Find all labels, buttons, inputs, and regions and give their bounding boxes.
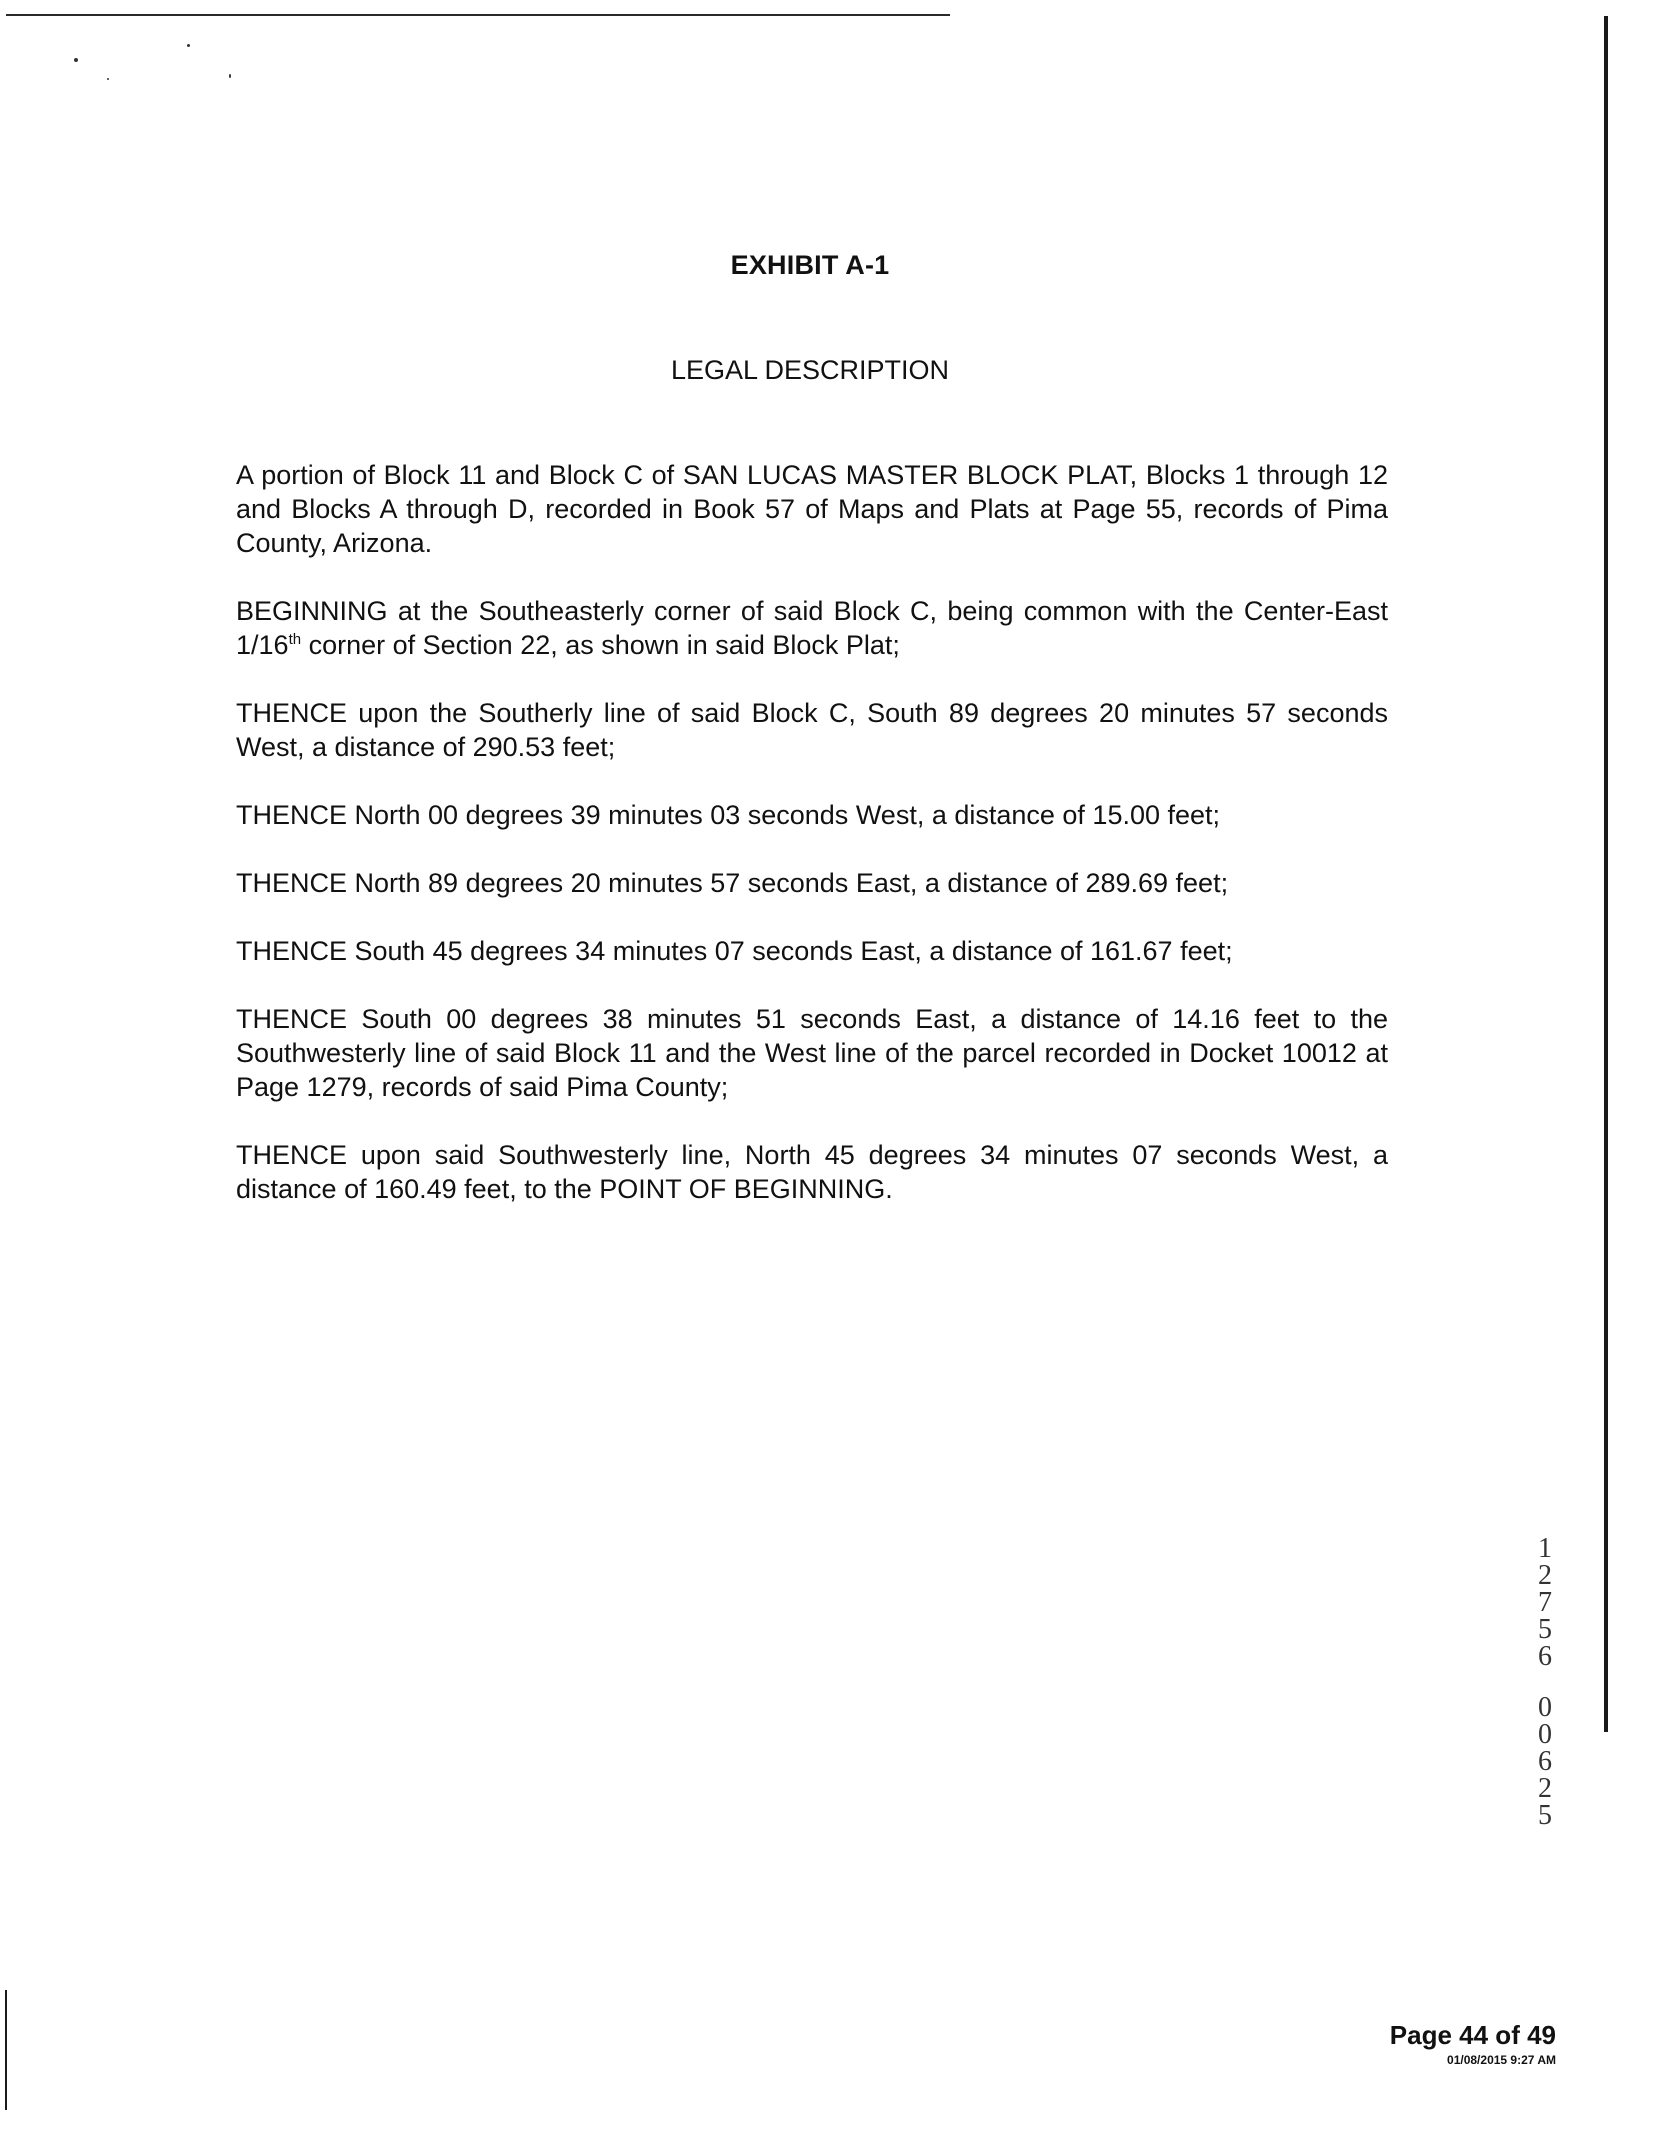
thence-paragraph-3: THENCE North 89 degrees 20 minutes 57 seconds East, a distance of 289.69 feet; bbox=[236, 868, 1229, 898]
stamp-digit: 1 bbox=[1538, 1533, 1552, 1564]
stamp-digit: 2 bbox=[1538, 1773, 1552, 1804]
thence-paragraph-6: THENCE upon said Southwesterly line, North 45 degrees 34 minutes 07 seconds West, a distance of 160.49 feet, to the POINT OF BEGINNING. bbox=[236, 1140, 1388, 1204]
thence-paragraph-5: THENCE South 00 degrees 38 minutes 51 seconds East, a distance of 14.16 feet to the Southwesterly line of said Block 11 and the West line of the parcel recorded in Docket 10012 at Page 1279, records of said Pima County; bbox=[236, 1004, 1388, 1102]
scan-speck bbox=[107, 78, 109, 80]
thence-paragraph-4: THENCE South 45 degrees 34 minutes 07 seconds East, a distance of 161.67 feet; bbox=[236, 936, 1233, 966]
stamp-gap bbox=[1528, 1670, 1562, 1694]
stamp-digit: 5 bbox=[1538, 1614, 1552, 1645]
thence-paragraph-1: THENCE upon the Southerly line of said Block C, South 89 degrees 20 minutes 57 seconds West, a distance of 290.53 feet; bbox=[236, 698, 1388, 762]
page-number: Page 44 of 49 bbox=[1389, 2020, 1556, 2050]
legal-description-heading: LEGAL DESCRIPTION bbox=[670, 355, 950, 385]
stamp-digit: 2 bbox=[1538, 1560, 1552, 1591]
scan-border-top bbox=[6, 14, 950, 16]
intro-paragraph: A portion of Block 11 and Block C of SAN LUCAS MASTER BLOCK PLAT, Blocks 1 through 12 and Blocks A through D, recorded in Book 57 of Maps and Plats at Page 55, records of Pima County, Arizona. bbox=[236, 460, 1388, 558]
stamp-digit: 7 bbox=[1538, 1587, 1552, 1618]
beginning-text-end: corner of Section 22, as shown in said Block Plat; bbox=[301, 630, 900, 660]
stamp-digit: 0 bbox=[1538, 1692, 1552, 1723]
scan-speck bbox=[74, 58, 78, 62]
page-footer bbox=[1390, 2020, 1556, 2067]
stamp-digit: 5 bbox=[1538, 1800, 1552, 1831]
stamp-digit: 6 bbox=[1538, 1746, 1552, 1777]
scan-border-left bbox=[5, 1990, 7, 2110]
stamp-digit: 6 bbox=[1538, 1641, 1552, 1672]
recording-timestamp: 01/08/2015 9:27 AM bbox=[1447, 2053, 1556, 2067]
scan-speck bbox=[229, 74, 231, 78]
stamp-digit: 0 bbox=[1538, 1719, 1552, 1750]
beginning-text: BEGINNING at the Southeasterly corner of said Block C, being common with the Center-East 1/16 bbox=[236, 596, 1388, 660]
beginning-paragraph bbox=[236, 594, 1388, 662]
recording-number-stamp bbox=[1528, 1535, 1562, 1829]
thence-paragraph-2: THENCE North 00 degrees 39 minutes 03 seconds West, a distance of 15.00 feet; bbox=[236, 800, 1221, 830]
scan-speck bbox=[187, 44, 190, 47]
exhibit-title: EXHIBIT A-1 bbox=[730, 250, 890, 280]
legal-description-body bbox=[236, 458, 1388, 1240]
ordinal-suffix: th bbox=[288, 631, 302, 648]
